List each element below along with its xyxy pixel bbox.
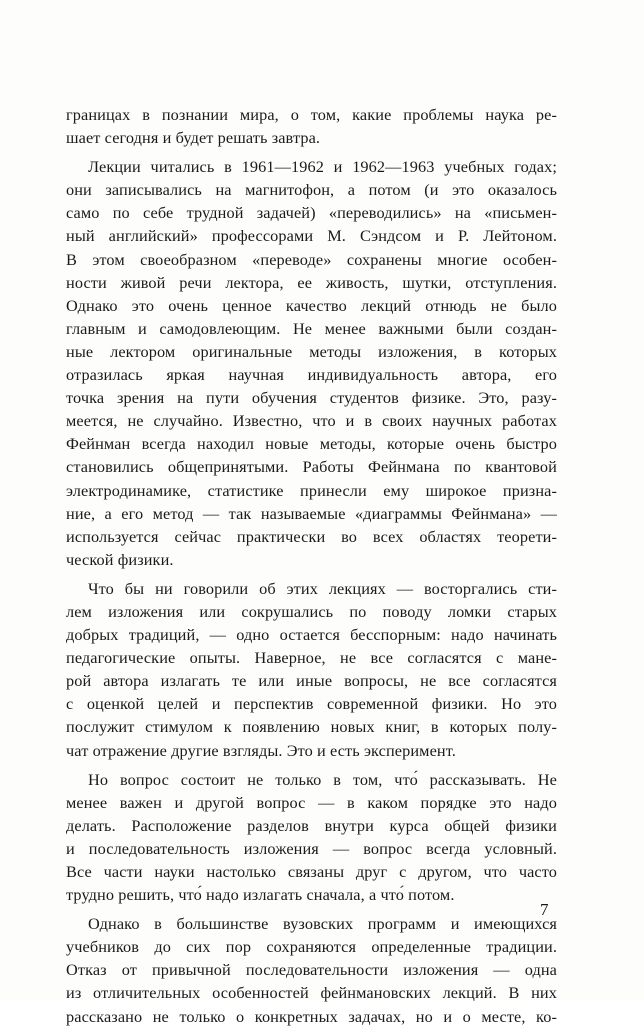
text-line: точка зрения на пути обучения студентов физике. Это, разу- xyxy=(66,388,557,408)
text-line: главным и самодовлеющим. Не менее важными были создан- xyxy=(66,318,557,338)
text-line: ный английский» профессорами М. Сэндсом и Р. Лейтоном. xyxy=(66,226,557,246)
text-line: Однако это очень ценное качество лекций отнюдь не было xyxy=(66,295,557,315)
text-line: границах в познании мира, о том, какие проблемы наука ре- xyxy=(66,105,557,124)
paragraph xyxy=(66,155,557,571)
text-line: педагогические опыты. Наверное, не все согласятся с мане- xyxy=(66,648,557,668)
text-line: делать. Расположение разделов внутри курса общей физики xyxy=(66,815,557,835)
text-line: Но вопрос состоит не только в том, что́ рассказывать. Не xyxy=(88,769,557,789)
text-line: шает сегодня и будет решать завтра. xyxy=(66,128,321,148)
text-line: Отказ от привычной последовательности изложения — одна xyxy=(66,960,557,980)
text-line: В этом своеобразном «переводе» сохранены многие особен- xyxy=(66,249,557,269)
paragraph xyxy=(66,103,557,149)
body-text xyxy=(66,103,557,1028)
text-line: учебников до сих пор сохраняются определенные традиции. xyxy=(66,937,557,957)
text-line: лем изложения или сокрушались по поводу ломки старых xyxy=(66,601,557,621)
text-line: они записывались на магнитофон, а потом (и это оказалось xyxy=(66,180,557,200)
page-number: 7 xyxy=(540,900,549,919)
text-line: ные лектором оригинальные методы изложения, в которых xyxy=(66,341,557,361)
text-line: Фейнман всегда находил новые методы, которые очень быстро xyxy=(66,434,557,454)
text-line: меется, не случайно. Известно, что и в своих научных работах xyxy=(66,411,557,431)
text-line: Что бы ни говорили об этих лекциях — восторгались сти- xyxy=(88,578,557,598)
text-line: само по себе трудной задачей) «переводились» на «письмен- xyxy=(66,203,557,223)
text-line: добрых традиций, — одно остается бесспорным: надо начинать xyxy=(66,625,557,645)
text-line: ности живой речи лектора, ее живость, шутки, отступления. xyxy=(66,272,557,292)
text-line: из отличительных особенностей фейнмановских лекций. В них xyxy=(66,983,557,1003)
text-line: рассказано не только о конкретных задачах, но и о месте, ко- xyxy=(66,1006,557,1026)
text-line: и последовательность изложения — вопрос всегда условный. xyxy=(66,838,557,858)
paragraph xyxy=(66,768,557,907)
text-line: чат отражение другие взгляды. Это и есть эксперимент. xyxy=(66,740,456,760)
text-line: менее важен и другой вопрос — в каком порядке это надо xyxy=(66,792,557,812)
text-line: ние, а его метод — так называемые «диаграммы Фейнмана» — xyxy=(66,503,557,523)
paragraph xyxy=(66,577,557,762)
text-line: ческой физики. xyxy=(66,549,174,569)
text-line: Лекции читались в 1961—1962 и 1962—1963 учебных годах; xyxy=(88,157,557,177)
text-line: используется сейчас практически во всех областях теорети- xyxy=(66,526,557,546)
text-line: отразилась яркая научная индивидуальность автора, его xyxy=(66,365,557,385)
text-line: Однако в большинстве вузовских программ и имеющихся xyxy=(88,914,557,934)
text-line: с оценкой целей и перспектив современной физики. Но это xyxy=(66,694,557,714)
paragraph xyxy=(66,912,557,1027)
text-line: электродинамике, статистике принесли ему широкое призна- xyxy=(66,480,557,500)
text-line: рой автора излагать те или иные вопросы, не все согласятся xyxy=(66,671,557,691)
text-line: послужит стимулом к появлению новых книг, в которых полу- xyxy=(66,717,557,737)
text-line: становились общепринятыми. Работы Фейнмана по квантовой xyxy=(66,457,557,477)
text-line: Все части науки настолько связаны друг с другом, что часто xyxy=(66,862,557,881)
text-line: трудно решить, что́ надо излагать сначала, а что́ потом. xyxy=(66,885,455,905)
